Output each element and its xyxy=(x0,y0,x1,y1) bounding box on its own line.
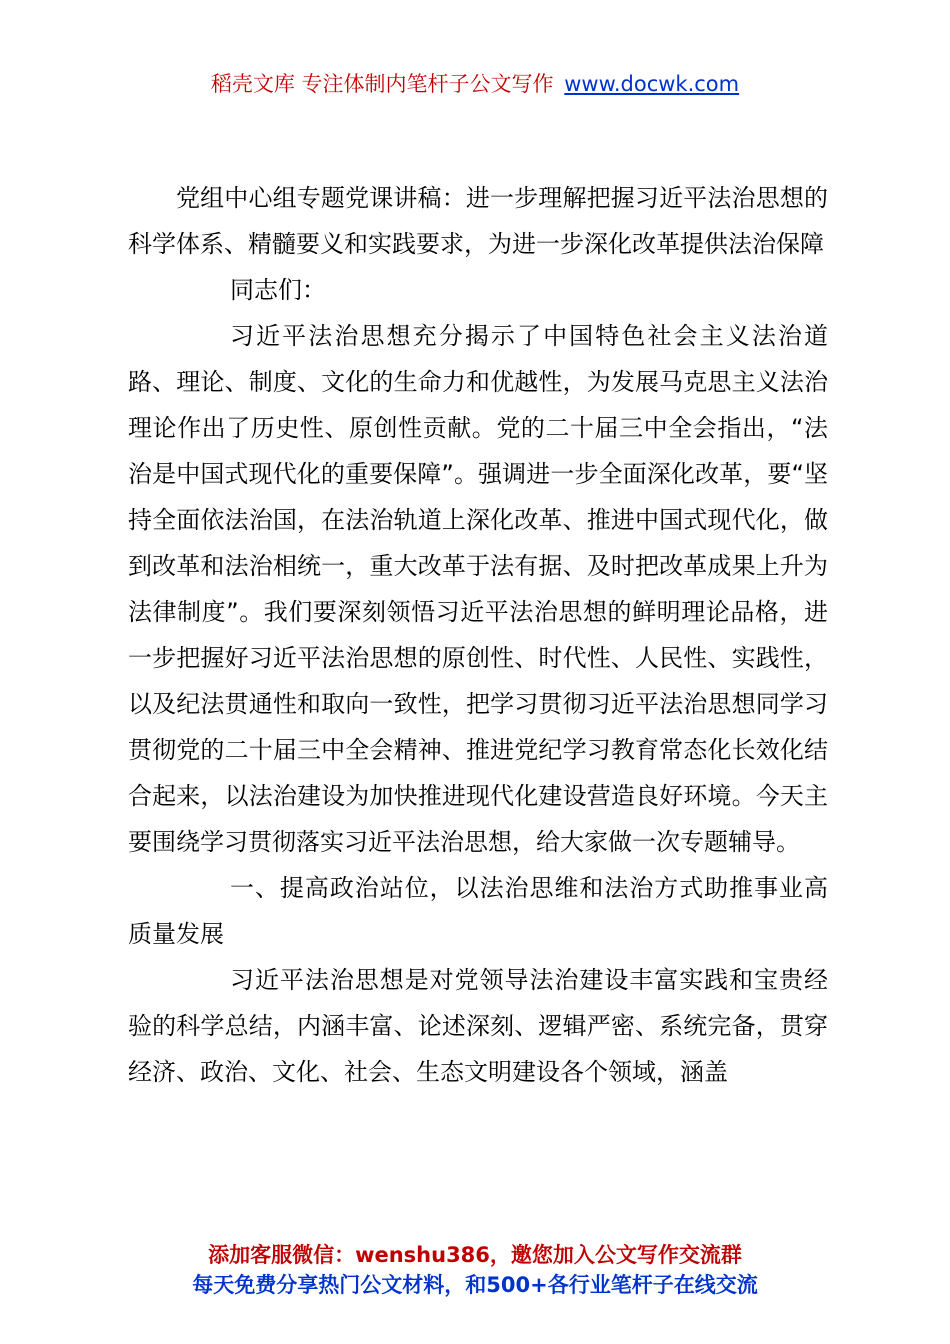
body-paragraph: 习近平法治思想是对党领导法治建设丰富实践和宝贵经验的科学总结，内涵丰富、论述深刻、逻辑严密、系统完备，贯穿经济、政治、文化、社会、生态文明建设各个领域，涵盖 xyxy=(128,966,828,1086)
document-body xyxy=(128,175,828,1095)
body-paragraph: 习近平法治思想充分揭示了中国特色社会主义法治道路、理论、制度、文化的生命力和优越性，为发展马克思主义法治理论作出了历史性、原创性贡献。党的二十届三中全会指出，“法治是中国式现代化的重要保障”。强调进一步全面深化改革，要“坚持全面依法治国，在法治轨道上深化改革、推进中国式现代化，做到改革和法治相统一，重大改革于法有据、及时把改革成果上升为法律制度”。我们要深刻领悟习近平法治思想的鲜明理论品格，进一步把握好习近平法治思想的原创性、时代性、人民性、实践性，以及纪法贯通性和取向一致性，把学习贯彻习近平法治思想同学习贯彻党的二十届三中全会精神、推进党纪学习教育常态化长效化结合起来，以法治建设为加快推进现代化建设营造良好环境。今天主要围绕学习贯彻落实习近平法治思想，给大家做一次专题辅导。 xyxy=(128,322,828,856)
footer-promo-line: 每天免费分享热门公文材料，和500+各行业笔杆子在线交流 xyxy=(192,1273,758,1297)
header-brand-text: 稻壳文库 专注体制内笔杆子公文写作 xyxy=(210,72,554,96)
header-website-link[interactable]: www.docwk.com xyxy=(564,72,740,96)
document-title: 党组中心组专题党课讲稿：进一步理解把握习近平法治思想的科学体系、精髓要义和实践要求，为进一步深化改革提供法治保障 xyxy=(128,184,828,258)
footer-contact-line: 添加客服微信：wenshu386，邀您加入公文写作交流群 xyxy=(208,1243,742,1267)
greeting: 同志们： xyxy=(230,276,326,304)
document-header xyxy=(0,68,950,100)
section-heading: 一、提高政治站位，以法治思维和法治方式助推事业高质量发展 xyxy=(128,874,828,948)
document-footer xyxy=(0,1240,950,1300)
